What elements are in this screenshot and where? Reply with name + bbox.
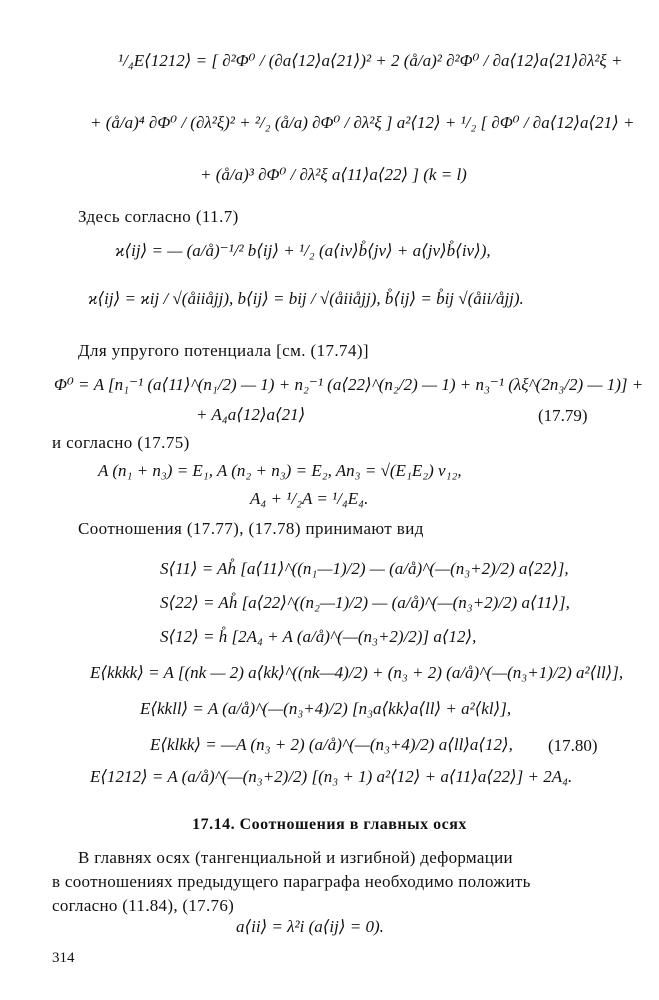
equation-line: Φ⁰ = A [n₁⁻¹ (a⟨11⟩^(n₁/2) — 1) + n₂⁻¹ (a⟨22⟩^(n₂/2) — 1) + n₃⁻¹ (λξ^(2n₃/2) — 1)] + xyxy=(54,375,644,394)
text-line: Для упругого потенциала [см. (17.74)] xyxy=(78,341,369,360)
equation-line: + (å/a)⁴ ∂Φ⁰ / (∂λ²ξ)² + ²/₂ (å/a) ∂Φ⁰ / ∂λ²ξ ] a²⟨12⟩ + ¹/₂ [ ∂Φ⁰ / ∂a⟨12⟩a⟨21⟩ + xyxy=(90,113,635,132)
equation-line: E⟨kkkk⟩ = A [(nk — 2) a⟨kk⟩^((nk—4)/2) + (n₃ + 2) (a/å)^(—(n₃+1)/2) a²⟨ll⟩], xyxy=(90,663,624,682)
equation-line: ϰ⟨ij⟩ = — (a/å)⁻¹/² b⟨ij⟩ + ¹/₂ (a⟨iν⟩b̊⟨jν⟩ + a⟨jν⟩b̊⟨iν⟩), xyxy=(115,241,491,260)
paragraph-line: В главнях осях (тангенциальной и изгибной) деформации xyxy=(78,848,513,867)
equation-line: A₄ + ¹/₂A = ¹/₄E₄. xyxy=(250,489,369,508)
paragraph-line: согласно (11.84), (17.76) xyxy=(52,896,235,915)
text-line: Здесь согласно (11.7) xyxy=(78,207,239,226)
equation-number: (17.80) xyxy=(548,736,598,755)
section-heading: 17.14. Соотношения в главных осях xyxy=(192,816,467,833)
page-number: 314 xyxy=(52,950,75,966)
equation-line: E⟨kkll⟩ = A (a/å)^(—(n₃+4)/2) [n₃a⟨kk⟩a⟨ll⟩ + a²⟨kl⟩], xyxy=(140,699,512,718)
equation-line: E⟨1212⟩ = A (a/å)^(—(n₃+2)/2) [(n₃ + 1) a²⟨12⟩ + a⟨11⟩a⟨22⟩] + 2A₄. xyxy=(90,767,573,786)
equation-line: a⟨ii⟩ = λ²i (a⟨ij⟩ = 0). xyxy=(236,917,384,936)
text-line: Соотношения (17.77), (17.78) принимают вид xyxy=(78,519,424,538)
equation-line: ¹/₄E⟨1212⟩ = [ ∂²Φ⁰ / (∂a⟨12⟩a⟨21⟩)² + 2 (å/a)² ∂²Φ⁰ / ∂a⟨12⟩a⟨21⟩∂λ²ξ + xyxy=(118,51,623,70)
paragraph-line: в соотношениях предыдущего параграфа необходимо положить xyxy=(52,872,531,891)
equation-line: E⟨klkk⟩ = —A (n₃ + 2) (a/å)^(—(n₃+4)/2) a⟨ll⟩a⟨12⟩, xyxy=(150,735,513,754)
equation-line: S⟨11⟩ = Ah̊ [a⟨11⟩^((n₁—1)/2) — (a/å)^(—(n₃+2)/2) a⟨22⟩], xyxy=(160,559,569,578)
equation-line: S⟨22⟩ = Ah̊ [a⟨22⟩^((n₂—1)/2) — (a/å)^(—(n₃+2)/2) a⟨11⟩], xyxy=(160,593,570,612)
equation-line: S⟨12⟩ = h̊ [2A₄ + A (a/å)^(—(n₃+2)/2)] a⟨12⟩, xyxy=(160,627,477,646)
equation-number: (17.79) xyxy=(538,406,588,425)
equation-line: ϰ⟨ij⟩ = ϰij / √(åiiåjj), b⟨ij⟩ = bij / √(åiiåjj), b̊⟨ij⟩ = b̊ij √(åii/åjj). xyxy=(88,289,524,308)
text-line: и согласно (17.75) xyxy=(52,433,190,452)
equation-line: + (å/a)³ ∂Φ⁰ / ∂λ²ξ a⟨11⟩a⟨22⟩ ] (k = l) xyxy=(200,165,467,184)
equation-line: + A₄a⟨12⟩a⟨21⟩ xyxy=(196,405,306,424)
equation-line: A (n₁ + n₃) = E₁, A (n₂ + n₃) = E₂, An₃ = √(E₁E₂) ν₁₂, xyxy=(98,461,462,480)
